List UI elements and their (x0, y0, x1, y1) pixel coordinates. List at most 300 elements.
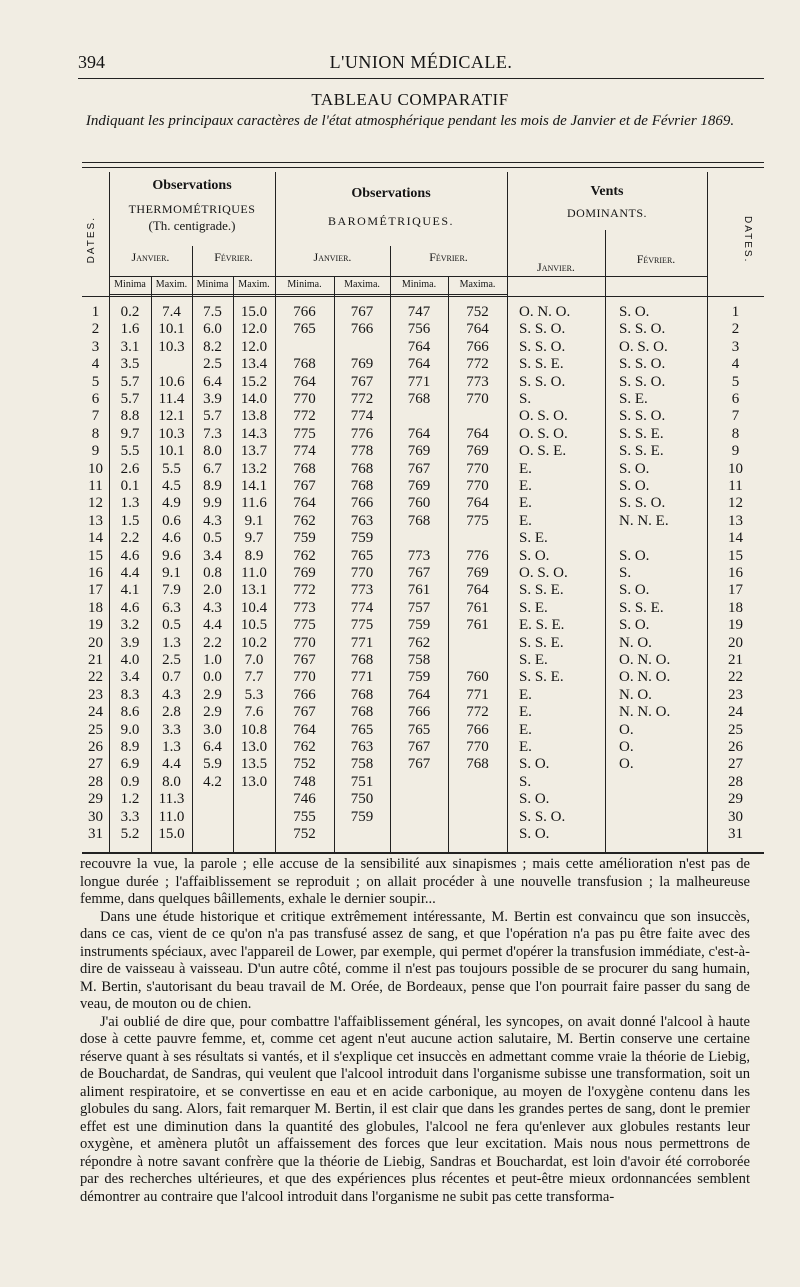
table-cell-tfmin: 8.0 (203, 443, 222, 460)
table-cell-d2: 18 (728, 599, 743, 616)
table-cell-tjmin: 1.2 (120, 791, 140, 808)
table-cell-bfmax: 769 (466, 565, 489, 581)
table-cell-d: 18 (88, 599, 103, 616)
table-cell-vj: O. S. E. (519, 443, 567, 460)
table-cell-tfmin: 4.2 (203, 773, 222, 790)
page-header (78, 52, 764, 79)
table-cell-tjmin: 0.2 (120, 304, 140, 320)
table-cell-bfmin: 759 (407, 669, 431, 686)
table-cell-d: 6 (91, 391, 100, 407)
table-cell-d2: 24 (728, 704, 743, 721)
table-cell-vf (617, 824, 709, 845)
dates-left-label: DATES. (86, 216, 97, 264)
table-cell-tjmax: 9.6 (162, 547, 181, 564)
table-cell-d2: 9 (731, 443, 740, 460)
table-cell-d: 5 (91, 373, 100, 390)
table-cell-bjmin: 770 (293, 634, 316, 651)
table-cell-bfmin: 767 (407, 756, 431, 773)
table-cell-bjmin: 759 (293, 530, 316, 547)
vents-title: Vents (590, 184, 624, 199)
table-cell-d2: 19 (728, 617, 743, 634)
table-cell-tfmin: 6.4 (203, 373, 222, 390)
table-cell-d2: 17 (728, 582, 743, 599)
table-subtitle: Indiquant les principaux caractères de l'état atmosphérique pendant les mois de Janvier et de Février 1869. (85, 113, 735, 129)
table-cell-vj: S. O. (519, 826, 550, 842)
table-cell-bfmin: 771 (407, 373, 431, 390)
table-cell-tfmin: 6.0 (203, 321, 222, 338)
table-cell-d2: 8 (731, 425, 740, 442)
table-cell-bjmin: 755 (293, 808, 316, 825)
table-cell-bfmax: 771 (466, 686, 489, 703)
table-cell-d: 23 (88, 686, 103, 703)
table-cell-vf: O. N. O. (619, 652, 671, 668)
table-cell-vj: S. O. (519, 547, 550, 564)
table-cell-bjmax: 769 (350, 356, 374, 373)
table-cell-bfmax: 772 (466, 704, 489, 721)
table-cell-d: 25 (88, 721, 103, 738)
table-cell-bfmax: 770 (466, 739, 489, 755)
table-cell-bfmax: 770 (466, 478, 489, 494)
table-cell-vf: S. S. O. (619, 373, 666, 390)
table-cell-tjmin: 9.7 (120, 425, 140, 442)
table-cell-tfmax: 13.5 (240, 756, 268, 773)
table-cell-d2: 30 (728, 808, 743, 825)
table-cell-bjmin: 762 (293, 512, 316, 529)
table-cell-tjmax: 7.9 (162, 582, 181, 599)
table-cell-bfmax: 772 (466, 356, 489, 373)
table-cell-bfmin: 764 (407, 425, 431, 442)
table-cell-bjmin: 768 (293, 460, 316, 477)
table-cell-vf: S. E. (619, 391, 648, 407)
table-cell-tfmax: 12.0 (240, 338, 268, 355)
table-cell-bjmax: 766 (350, 321, 374, 338)
table-cell-vf: S. O. (619, 478, 650, 494)
table-cell-vj: E. (519, 495, 532, 512)
table-cell-d: 1 (91, 304, 100, 320)
table-cell-bjmin: 766 (293, 304, 316, 320)
title-separator (82, 162, 764, 163)
table-cell-vf: S. S. O. (619, 321, 666, 338)
thermo-janvier: Janvier. (131, 250, 170, 264)
table-cell-bjmax: 763 (350, 512, 374, 529)
table-cell-d: 7 (91, 408, 100, 425)
table-cell-d: 14 (88, 530, 103, 547)
table-cell-tfmax: 13.7 (240, 443, 268, 460)
table-cell-vj: E. (519, 512, 532, 529)
table-cell-vf: S. S. E. (619, 425, 664, 442)
table-cell-vj: E. (519, 478, 532, 494)
table-cell-vf: S. (619, 565, 632, 581)
table-cell-tfmax: 9.7 (244, 530, 264, 547)
table-cell-tjmax: 11.3 (158, 791, 185, 808)
table-cell-tfmin: 9.9 (203, 495, 222, 512)
table-cell-d: 31 (88, 826, 103, 842)
table-cell-bjmax: 768 (350, 704, 374, 721)
table-cell-tjmax: 7.4 (162, 304, 181, 320)
table-cell-d: 8 (91, 425, 100, 442)
table-cell-tjmax: 10.1 (158, 321, 185, 338)
table-cell-tfmin: 1.0 (203, 652, 222, 668)
table-cell-bfmin: 761 (407, 582, 431, 599)
table-cell-bfmin: 769 (407, 478, 431, 494)
table-cell-bfmax: 776 (466, 547, 489, 564)
table-cell-bfmax: 752 (466, 304, 489, 320)
table-cell-tfmin: 4.3 (203, 599, 222, 616)
table-cell-tfmax: 15.0 (240, 304, 268, 320)
table-cell-bjmin: 767 (293, 652, 316, 668)
table-cell-d2: 10 (728, 460, 743, 477)
table-cell-tfmax: 13.1 (240, 582, 268, 599)
table-cell-tjmin: 1.6 (120, 321, 140, 338)
table-cell-d2: 1 (731, 304, 740, 320)
table-cell-bjmax: 772 (350, 391, 374, 407)
table-cell-tjmin: 4.6 (120, 599, 140, 616)
table-cell-tjmin: 3.3 (120, 808, 140, 825)
table-cell-bjmax: 751 (350, 773, 374, 790)
table-cell-d2: 27 (728, 756, 743, 773)
table-cell-tjmin: 3.2 (120, 617, 140, 634)
baro-j-maxima: Maxima. (344, 279, 380, 290)
table-cell-bjmin: 764 (293, 721, 316, 738)
table-cell-tjmin: 1.3 (120, 495, 140, 512)
table-cell-bjmax: 763 (350, 739, 374, 755)
table-cell-bjmin: 770 (293, 391, 316, 407)
table-cell-bfmax: 769 (466, 443, 489, 460)
dates-right-label: DATES. (742, 216, 753, 264)
table-cell-bjmax: 767 (350, 373, 374, 390)
table-cell-vj: S. S. E. (519, 582, 564, 599)
table-cell-tfmin: 4.3 (203, 512, 222, 529)
table-cell-d: 15 (88, 547, 103, 564)
table-cell-tfmax: 11.6 (241, 495, 267, 512)
table-cell-tfmin (192, 824, 233, 845)
title-separator-2 (82, 167, 764, 168)
table-cell-d: 11 (88, 478, 103, 494)
table-cell-bfmax: 764 (466, 495, 489, 512)
table-cell-tfmin: 3.0 (203, 721, 222, 738)
table-cell-d2: 25 (728, 721, 743, 738)
table-cell-d2: 7 (731, 408, 740, 425)
table-cell-d: 2 (91, 321, 100, 338)
table-cell-vj: E. S. E. (519, 617, 565, 634)
table-cell-vj: E. (519, 739, 532, 755)
header-rule (82, 296, 764, 297)
table-cell-tjmax: 0.6 (162, 512, 181, 529)
table-cell-bfmax: 768 (466, 756, 489, 773)
table-cell-tfmin: 5.7 (203, 408, 222, 425)
table-cell-d: 24 (88, 704, 103, 721)
baro-sub: BAROMÉTRIQUES. (327, 214, 454, 228)
table-cell-bjmax: 759 (350, 808, 374, 825)
thermo-sub2: (Th. centigrade.) (148, 218, 236, 233)
table-cell-tjmin: 8.6 (120, 704, 140, 721)
table-cell-bjmin: 764 (293, 373, 316, 390)
table-cell-tjmin: 3.4 (120, 669, 140, 686)
table-cell-vj: S. S. O. (519, 338, 566, 355)
table-cell-d: 12 (88, 495, 103, 512)
table-cell-d2: 29 (728, 791, 743, 808)
table-cell-tfmin: 3.9 (203, 391, 222, 407)
table-cell-tjmax: 6.3 (162, 599, 181, 616)
table-cell-tjmin: 4.6 (120, 547, 140, 564)
table-cell-d2: 22 (728, 669, 743, 686)
table-cell-bjmax: 768 (350, 652, 374, 668)
table-cell-tfmin: 7.5 (203, 304, 222, 320)
table-cell-bfmin: 764 (407, 356, 431, 373)
table-cell-bjmin: 775 (293, 617, 316, 634)
table-cell-vf: S. O. (619, 304, 650, 320)
table-cell-d: 16 (88, 565, 103, 581)
table-cell-bjmin: 752 (293, 756, 316, 773)
table-cell-bfmin: 758 (407, 652, 431, 668)
table-cell-d2: 28 (728, 773, 743, 790)
table-cell-bfmin: 756 (407, 321, 431, 338)
table-cell-tfmin: 8.2 (203, 338, 222, 355)
table-title: TABLEAU COMPARATIF (311, 90, 509, 109)
table-cell-d2: 3 (731, 338, 740, 355)
table-cell-tjmin: 3.1 (120, 338, 140, 355)
table-cell-vf: N. N. E. (619, 512, 669, 529)
table-cell-tfmax: 8.9 (244, 547, 264, 564)
thermo-f-maxim: Maxim. (238, 279, 270, 290)
table-cell-d: 26 (88, 739, 103, 755)
table-cell-d2: 5 (731, 373, 740, 390)
table-cell-tjmax: 10.3 (158, 338, 185, 355)
table-cell-bfmin: 747 (407, 304, 431, 320)
table-cell-bfmin: 764 (407, 686, 431, 703)
table-cell-tfmax: 10.8 (240, 721, 268, 738)
table-cell-bfmin: 768 (407, 512, 431, 529)
table-cell-bjmax: 774 (350, 408, 374, 425)
table-cell-vj: E. (519, 704, 532, 721)
table-cell-tfmax: 14.3 (240, 425, 268, 442)
page-number: 394 (78, 52, 105, 72)
table-cell-d: 19 (88, 617, 103, 634)
table-cell-bfmax: 764 (466, 321, 489, 338)
table-cell-bjmin: 762 (293, 547, 316, 564)
table-cell-bjmin: 764 (293, 495, 316, 512)
table-cell-d2: 20 (728, 634, 743, 651)
table-cell-bfmin: 757 (407, 599, 431, 616)
table-cell-tjmax: 8.0 (162, 773, 181, 790)
table-cell-vj: S. O. (519, 791, 550, 808)
thermo-f-minima: Minima (196, 279, 229, 290)
table-cell-tfmax (233, 824, 275, 845)
table-cell-vf: S. S. O. (619, 495, 666, 512)
paragraph-1: recouvre la vue, la parole ; elle accuse de la sensibilité aux sinapismes ; mais cette amélioration n'est pas de longue durée ; l'affaiblissement se reproduit ; on allait procéder à une nouvelle transfusion ; la malheureuse femme, dans quelques bâillements, exhale le dernier soupir... (80, 856, 750, 907)
vents-sub: DOMINANTS. (567, 206, 647, 220)
table-cell-tjmax: 4.5 (162, 478, 181, 494)
table-cell-bjmin: 766 (293, 686, 316, 703)
table-cell-tfmax: 10.5 (240, 617, 268, 634)
table-cell-bjmin: 772 (293, 408, 316, 425)
table-cell-tjmax: 12.1 (158, 408, 185, 425)
table-cell-bjmax: 778 (350, 443, 374, 460)
table-cell-vj: E. (519, 721, 532, 738)
table-cell-bfmin: 767 (407, 565, 431, 581)
table-cell-bfmin: 766 (407, 704, 431, 721)
table-cell-bfmax: 766 (466, 721, 489, 738)
table-cell-tfmin: 2.5 (203, 356, 222, 373)
table-cell-tjmin: 4.1 (120, 582, 140, 599)
table-cell-bjmax: 765 (350, 721, 374, 738)
table-cell-bfmax: 761 (466, 617, 489, 634)
table-cell-d2: 13 (728, 512, 743, 529)
baro-f-minima: Minima. (401, 279, 437, 290)
table-cell-bjmin: 765 (293, 321, 316, 338)
table-cell-bjmin: 770 (293, 669, 316, 686)
running-title: L'UNION MÉDICALE. (329, 52, 513, 72)
table-cell-bjmax: 771 (350, 634, 374, 651)
table-cell-vj: O. N. O. (519, 304, 571, 320)
table-cell-bjmin: 748 (293, 773, 316, 790)
header-rule (109, 294, 507, 295)
table-cell-tfmin: 2.9 (203, 704, 222, 721)
table-cell-vf: S. O. (619, 582, 650, 599)
table-cell-tfmax: 9.1 (244, 512, 264, 529)
table-cell-bjmin: 752 (293, 826, 316, 842)
table-cell-d: 13 (88, 512, 103, 529)
thermo-title: Observations (152, 178, 232, 193)
table-cell-bfmax: 770 (466, 391, 489, 407)
table-cell-vj: O. S. O. (519, 408, 568, 425)
table-cell-tfmax: 13.0 (240, 739, 268, 755)
table-cell-bfmax: 761 (466, 599, 489, 616)
table-cell-vj: S. S. E. (519, 356, 564, 373)
table-cell-tfmax: 5.3 (244, 686, 264, 703)
table-cell-d2: 23 (728, 686, 743, 703)
table-cell-d: 29 (88, 791, 103, 808)
baro-fevrier: Février. (429, 250, 468, 264)
table-cell-tjmax: 4.9 (162, 495, 181, 512)
table-cell-bjmin: 774 (293, 443, 316, 460)
table-cell-d: 22 (88, 669, 103, 686)
table-cell-d: 21 (88, 652, 103, 668)
table-cell-tjmax: 10.3 (158, 425, 185, 442)
table-cell-vf: O. (619, 756, 634, 773)
table-cell-tfmax: 13.8 (240, 408, 268, 425)
table-cell-tjmax: 5.5 (162, 460, 181, 477)
table-cell-tfmax: 7.0 (244, 652, 264, 668)
table-cell-d2: 21 (728, 652, 743, 668)
table-cell-bfmin: 767 (407, 460, 431, 477)
table-cell-tjmin: 4.4 (120, 565, 140, 581)
table-cell-d2: 11 (728, 478, 743, 494)
table-cell-vf: S. O. (619, 547, 650, 564)
table-cell-vj: S. S. O. (519, 321, 566, 338)
table-cell-bfmax: 773 (466, 373, 489, 390)
table-cell-vf: O. N. O. (619, 669, 671, 686)
table-cell-vj: O. S. O. (519, 565, 568, 581)
table-cell-bfmax: 764 (466, 425, 489, 442)
table-cell-tjmin: 8.9 (120, 739, 140, 755)
table-cell-tjmax: 3.3 (162, 721, 181, 738)
table-cell-bjmax: 766 (350, 495, 374, 512)
table-cell-bfmax: 766 (466, 338, 489, 355)
table-cell-vj: S. E. (519, 530, 548, 547)
baro-f-maxima: Maxima. (459, 279, 496, 290)
table-cell-tfmax: 14.1 (240, 478, 268, 494)
table-cell-bfmin: 762 (407, 634, 431, 651)
data-table (82, 172, 764, 854)
table-cell-tfmin: 8.9 (203, 478, 222, 494)
thermo-j-maxim: Maxim. (155, 279, 188, 290)
table-cell-bjmin: 746 (293, 791, 316, 808)
table-cell-bfmin: 759 (407, 617, 431, 634)
table-cell-d: 30 (88, 808, 103, 825)
table-cell-tfmin: 2.9 (203, 686, 222, 703)
table-cell-tjmax: 11.4 (158, 391, 185, 407)
table-cell-d2: 6 (731, 391, 740, 407)
table-cell-vj: E. (519, 460, 532, 477)
table-cell-vf: O. (619, 721, 634, 738)
table-cell-tjmax: 2.8 (162, 704, 181, 721)
table-cell-tfmin: 7.3 (203, 425, 222, 442)
table-cell-bjmin: 762 (293, 739, 316, 755)
table-cell-tfmin: 3.4 (203, 547, 222, 564)
baro-j-minima: Minima. (287, 279, 322, 290)
table-cell-tfmin: 2.0 (203, 582, 222, 599)
table-cell-d: 20 (88, 634, 103, 651)
table-cell-tjmax: 2.5 (162, 652, 181, 668)
table-cell-d2: 15 (728, 547, 743, 564)
table-cell-bjmin: 769 (293, 565, 316, 581)
table-cell-bfmin: 768 (407, 391, 431, 407)
table-cell-tjmin: 5.5 (120, 443, 140, 460)
table-cell-tfmax: 10.4 (240, 599, 268, 616)
table-cell-vf: S. S. E. (619, 599, 664, 616)
table-cell-vj: S. (519, 391, 532, 407)
table-cell-vf: S. S. O. (619, 356, 666, 373)
table-cell-tfmin: 5.9 (203, 756, 222, 773)
table-cell-tfmax: 13.2 (240, 460, 268, 477)
table-cell-d: 10 (88, 460, 103, 477)
table-cell-vj: S. (519, 773, 532, 790)
table-cell-tjmin: 3.9 (120, 634, 140, 651)
table-cell-bjmin: 773 (293, 599, 316, 616)
table-cell-vf: N. O. (619, 634, 652, 651)
table-cell-vf: S. O. (619, 617, 650, 634)
table-cell-tjmax: 4.4 (162, 756, 181, 773)
baro-title: Observations (351, 186, 431, 201)
table-cell-bjmin: 772 (293, 582, 316, 599)
table-cell-vf: N. O. (619, 686, 652, 703)
table-cell-bjmin: 767 (293, 704, 316, 721)
table-cell-d2: 26 (728, 739, 743, 755)
table-cell-tjmax: 1.3 (162, 739, 181, 755)
table-cell-tfmax: 7.7 (244, 669, 264, 686)
table-cell-vj: S. O. (519, 756, 550, 773)
table-cell-tjmax: 9.1 (162, 565, 181, 581)
table-cell-bfmin: 760 (407, 495, 431, 512)
table-cell-bjmax: 768 (350, 460, 374, 477)
table-cell-tfmax: 13.0 (240, 773, 268, 790)
table-cell-d2: 2 (731, 321, 740, 338)
table-cell-tjmax: 0.7 (162, 669, 181, 686)
table-cell-bfmax: 770 (466, 460, 489, 477)
header-rule (109, 276, 707, 277)
table-cell-bjmin: 775 (293, 425, 316, 442)
body-text (80, 856, 750, 1206)
table-cell-bfmin: 769 (407, 443, 431, 460)
table-cell-tjmin: 2.2 (120, 530, 140, 547)
table-cell-tfmax: 13.4 (240, 356, 268, 373)
table-cell-bfmin: 765 (407, 721, 431, 738)
table-cell-tjmax: 15.0 (158, 826, 185, 842)
table-cell-d2: 4 (731, 356, 740, 373)
table-cell-bjmax (334, 824, 390, 845)
table-cell-d: 27 (88, 756, 103, 773)
